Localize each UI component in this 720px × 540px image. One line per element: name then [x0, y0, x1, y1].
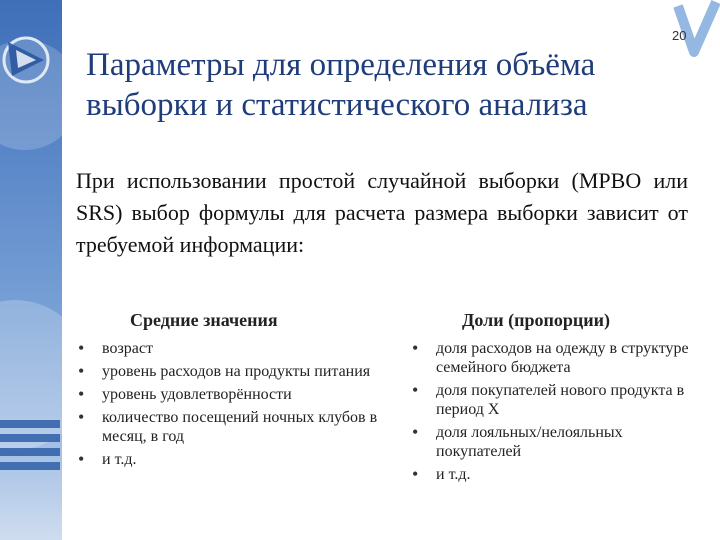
intro-paragraph: При использовании простой случайной выборки (MPBO или SRS) выбор формулы для расчета размера выборки зависит от требуемой информации: — [76, 168, 688, 257]
column-heading: Доли (пропорции) — [462, 310, 610, 330]
slide-number: 20 — [672, 28, 687, 43]
slide-title: Параметры для определения объёма выборки и статистического анализа — [86, 47, 596, 123]
column-means — [76, 310, 396, 473]
decorative-side-panel — [0, 0, 62, 540]
column-proportions — [410, 310, 710, 488]
column-heading: Средние значения — [130, 310, 278, 330]
list-item: • доля лояльных/нелояльных покупателей — [410, 423, 710, 461]
list-item: • и т.д. — [410, 465, 710, 484]
list-item: • количество посещений ночных клубов в месяц, в год — [76, 408, 396, 446]
bullet-list — [76, 339, 396, 469]
list-item: • доля расходов на одежду в структуре семейного бюджета — [410, 339, 710, 377]
bullet-list — [410, 339, 710, 484]
list-item: • уровень удовлетворённости — [76, 385, 396, 404]
compass-icon — [2, 20, 60, 100]
list-item: • доля покупателей нового продукта в период X — [410, 381, 710, 419]
list-item: • возраст — [76, 339, 396, 358]
list-item: • уровень расходов на продукты питания — [76, 362, 396, 381]
list-item: • и т.д. — [76, 450, 396, 469]
decorative-stripes — [0, 420, 60, 476]
